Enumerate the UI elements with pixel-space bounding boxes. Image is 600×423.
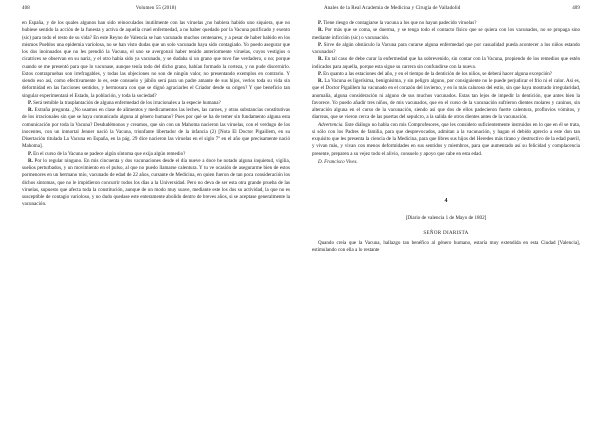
dialogue-paragraph: [312, 78, 580, 122]
left-page: [22, 0, 290, 423]
running-head: Volumen 55 (2018): [135, 6, 177, 11]
speaker-label: P.: [318, 70, 322, 77]
dialogue-paragraph: [22, 100, 290, 107]
paragraph-text: en España, y de los quales algunos han sido reinoculados inutilmente con las viruelas ¿no hubiera habido uno siquiera, que no hubiese sentido la acción de la funesta y activa de aquella cruel enfermedad, a no haber quedado por la Vacuna purificado y exento (sic) para todo el resto de su vida? En este Reyno de Valencia se han vacunado muchos centenares, y a pesar de haber habido en los mismos Pueblos una epidemia variolosa, no se han visto dudas que un solo vacunado haya sido contagiado. Yo puedo asegurar que los dos inoinuados que no les prendió la Vacuna, el uno se avergonzó haber tenido anteriormente viruelas, cuyos vestigios o cicatrices se observan en su nariz, y el otro había sido ya vacunado, y se dudaba si un grano que tuvo fue verdadero, o no; porque cuando se me presentó para que lo vacunase, aunque tenía todo del dicho grano, habían formado la corteza, y no pude discernirlo. Estos contrapruebas son irrefragables, y todas las objeciones no son de ningún valor, no presentando exemplos en contrario. Y siendo eso así, como efectivamente lo es, este consuelo y júbilo será para un padre amante de sus hijos, verlos toda su vida sin deformidad en las facciones sentidos, y hermosura con que se dignó agraciarles el Criador desde su origen? Y que beneficio tan singular experimentará el Estado, la población, y toda la sociedad?: [22, 20, 290, 99]
paragraph-text: Por más que se coma, se duerma, y se tenga todo el contacto físico que se quiera con los vacunados, no se propaga sino mediante inficción (sic) o vacunación.: [312, 27, 580, 41]
speaker-label: P.: [318, 41, 322, 48]
speaker-label: P.: [28, 99, 32, 106]
speaker-label: R.: [318, 78, 323, 84]
right-page-body: [312, 20, 580, 254]
paragraph-text: Sirve de algún obstáculo la Vacuna para curarse alguna enfermedad que por casualidad pueda acontecer a los niños estando vacunados?: [312, 41, 580, 55]
right-page: [312, 0, 580, 423]
source-reference: [Diario de valencia 1 de Mayo de 1802]: [405, 215, 487, 222]
right-page-header: [312, 6, 580, 16]
dialogue-paragraph: [312, 42, 580, 57]
gutter: [298, 0, 302, 423]
speaker-label: R.: [318, 27, 323, 34]
dialogue-block: [312, 20, 580, 158]
paragraph-text: Este diálogo no habla con mis Comprofesores, que les considero suficientemente instruidos en lo que en él se trata, si sólo con los Padres de familia, para que desprevocados, admitan a la vacunación, y hagan el debido aprecio a este don tan exquisito que les presenta la ciencia de la Medicina, para que libres sus hijos del Heredes más tirano y destructivo de la edad pueril, y vivan más, y vivan con menos deformidades en sus sentidos y miembros, para que aumentado así su felicidad y complacencia presente, preparen a su vejez todo el alivio, consuelo y apoyo que cabe en esta edad.: [312, 121, 580, 157]
dialogue-paragraph: [22, 151, 290, 158]
section-number: 4: [444, 198, 448, 204]
paragraph-text: Será temible la trasplantación de alguna enfermedad de los irracionales a la especie humana?: [33, 99, 221, 106]
left-page-header: [22, 6, 290, 16]
paragraph-text: Extraña pregunta. ¿No usamos en clase de alimentos y medicamentos las leches, las carnes, y otras substancias constitutivas de los irracionales sin que se haya comunicado alguna al género humano? Pues por qué se ha de temer sin fundamento alguna esta comunicación por toda la Vacuna? Desdudémonos y creamos, que sin con un Mahoma nacieron las viruelas, con el verdugo de los inocentes, con un inmortal Jenner nació la Vacuna, triunfante libertador de la infancia (2) [Nota El Doctor Pigaillem, en su Disertación titulada La Vacuna en España, en la pág. 29 dice nacieron las viruelas en el siglo 7º en el año que precisamente nació Mahoma].: [22, 107, 291, 150]
paragraph-text: La Vacuna es ligerísima, benignísima, y sin peligro alguno, por consiguiente no le puede perjudicar el frío ni el calor. Así es, que el Doctor Pigaillem ha vacunado en el corazón del invierno, y en lo más caluroso del estío, sin que haya mostrado irregularidad, anomalía, alguna consideración ni alguno de sus muchos vacunados. Estas tan lejos de impedir la dentición, que antes bien la favorece. Yo puedo añadir tres niños, de mis vacunados, que en el curso de la vacunación sufrieron dientes molares y caninos, sin alteración alguna en el curso de la vacunación, siendo así que dos de ellos padecieron fuerte calentura, profluvios vómitos, y diarreas, que se vieron cerca de las puertas del sepulcro, a la salida de otros dientes antes de la vacunación.: [312, 78, 581, 121]
speaker-label: R.: [318, 56, 323, 63]
paragraph-text: En quanto a las estaciones del año, y en el tiempo de la dentición de los niños, se deberá hacer alguna excepción?: [323, 70, 553, 77]
paragraph-text: En tal caso de debe curar la enfermedad que ha sobrevenido, sin contar con la Vacuna, propiendo de los remedios que estén indicados para aquella, porque esta sigue su carrera sin confundirse con la nueva.: [312, 56, 580, 70]
author-signature: D. Francisco Vives.: [318, 158, 358, 165]
page-number: 408: [22, 6, 30, 11]
paragraph-text: Tiene riesgo de contagiarse la vacuna a los que no hayan padecido viruelas?: [323, 20, 477, 26]
note-lead: Advertencia.: [318, 121, 344, 128]
page-number: 409: [572, 6, 580, 11]
left-page-body: [22, 20, 290, 209]
letter-paragraph: Quando creía que la Vacuna, hallazgo tan benéfico al género humano, estaría muy extendida en esta Ciudad [Valencia], estimulando con ella a lo restante: [312, 239, 580, 253]
dialogue-paragraph: [312, 27, 580, 42]
paragraph-text: Por lo regular ninguno. En mis cincuenta y dos vacunaciones desde el día nueve a doce he notado alguna inquietud, vigilia, sueños perturbados, y un movimiento en el pulso, al que no puedo llamarse calentura. Y tu ve ocasión de asegurarme bien de estos pormenores en un hermano mío, vacunado de edad de 22 años, cursante de Medicina, en quien fueron de tan poca consideración los dichos síntomas, que no le impidieron concurrir todos los días a la Universidad. Pero no deva de ser esta otra grande prueba de las viruelas, supuesto que afecta toda la constitución, aunque de un modo muy suave, mediante este los dos su actividad, la que no es susceptible de contagio varioloso, y no dudo quedase este enteramente abolido dentro de breves años, si se aceptase generalmente la vacunación.: [22, 157, 290, 208]
running-head: Anales de la Real Academia de Medicina y Cirugía de Valladolid: [324, 6, 461, 11]
dialogue-paragraph: [22, 158, 290, 209]
body-paragraph: [22, 20, 290, 100]
dialogue-paragraph: [312, 71, 580, 78]
speaker-label: P.: [318, 20, 322, 26]
speaker-label: R.: [28, 107, 33, 113]
speaker-label: R.: [28, 157, 33, 164]
dialogue-paragraph: [22, 107, 290, 151]
speaker-label: P.: [28, 150, 32, 157]
body-paragraph: [312, 122, 580, 158]
letter-salutation: SEÑOR DIARISTA: [423, 229, 469, 236]
paragraph-text: En el curso de la Vacuna se padece algún síntoma que exija algún remedio?: [33, 150, 186, 157]
dialogue-paragraph: [312, 56, 580, 71]
